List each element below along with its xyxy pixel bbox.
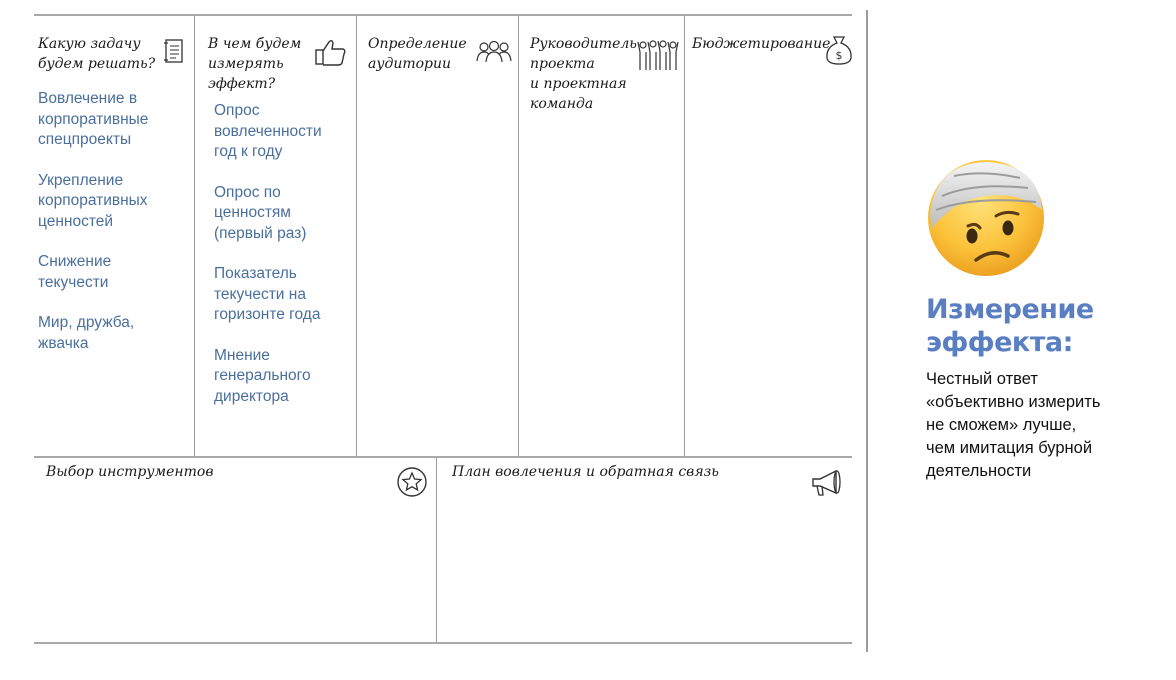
- tools-heading: Выбор инструментов: [46, 464, 214, 480]
- column-divider: [356, 16, 357, 456]
- bottom-border: [34, 642, 852, 644]
- head-bandage-emoji: [924, 156, 1048, 285]
- column-heading: В чем будем измерять эффект?: [208, 36, 302, 92]
- list-item: Вовлечение в корпоративные спецпроекты: [38, 90, 149, 148]
- column-divider: [194, 16, 195, 456]
- thumbs-up-icon: [314, 38, 348, 68]
- side-text: Честный ответ «объективно измерить не сможем» лучше, чем имитация бурной деятельности: [926, 370, 1101, 480]
- engagement-plan-heading: План вовлечения и обратная связь: [452, 464, 719, 480]
- list-item: Мир, дружба, жвачка: [38, 314, 135, 352]
- people-icon: [474, 40, 514, 64]
- list-item: Опрос вовлеченности год к году: [214, 102, 322, 160]
- column-divider: [518, 16, 519, 456]
- middle-divider: [34, 456, 852, 458]
- column-audience: [368, 34, 478, 74]
- svg-text:$: $: [835, 49, 843, 62]
- list-item: Опрос по ценностям (первый раз): [214, 183, 307, 242]
- list-item: Мнение генерального директора: [214, 346, 311, 405]
- list-item: Укрепление корпоративных ценностей: [38, 171, 148, 230]
- list-item: Снижение текучести: [38, 253, 112, 291]
- column-items: [38, 89, 188, 354]
- column-heading: Руководитель проекта и проектная команда: [530, 36, 637, 112]
- column-items: [208, 101, 348, 407]
- column-heading: Определение аудитории: [368, 36, 467, 72]
- list-item: Показатель текучести на горизонте года: [214, 265, 321, 323]
- megaphone-icon: [810, 468, 846, 498]
- column-measure: [208, 34, 348, 427]
- column-task: [38, 34, 188, 374]
- right-border: [866, 10, 868, 652]
- team-icon: [634, 38, 682, 74]
- money-bag-icon: [824, 34, 854, 66]
- column-heading: Бюджетирование: [692, 36, 831, 52]
- column-divider: [684, 16, 685, 456]
- column-heading: Какую задачу будем решать?: [38, 36, 156, 72]
- star-icon: [396, 466, 428, 498]
- side-title: Измерение эффекта:: [926, 294, 1094, 358]
- bottom-divider: [436, 458, 437, 642]
- top-border: [34, 14, 852, 16]
- document-icon: [162, 38, 186, 66]
- column-budget: [692, 34, 831, 54]
- column-team: [530, 34, 640, 114]
